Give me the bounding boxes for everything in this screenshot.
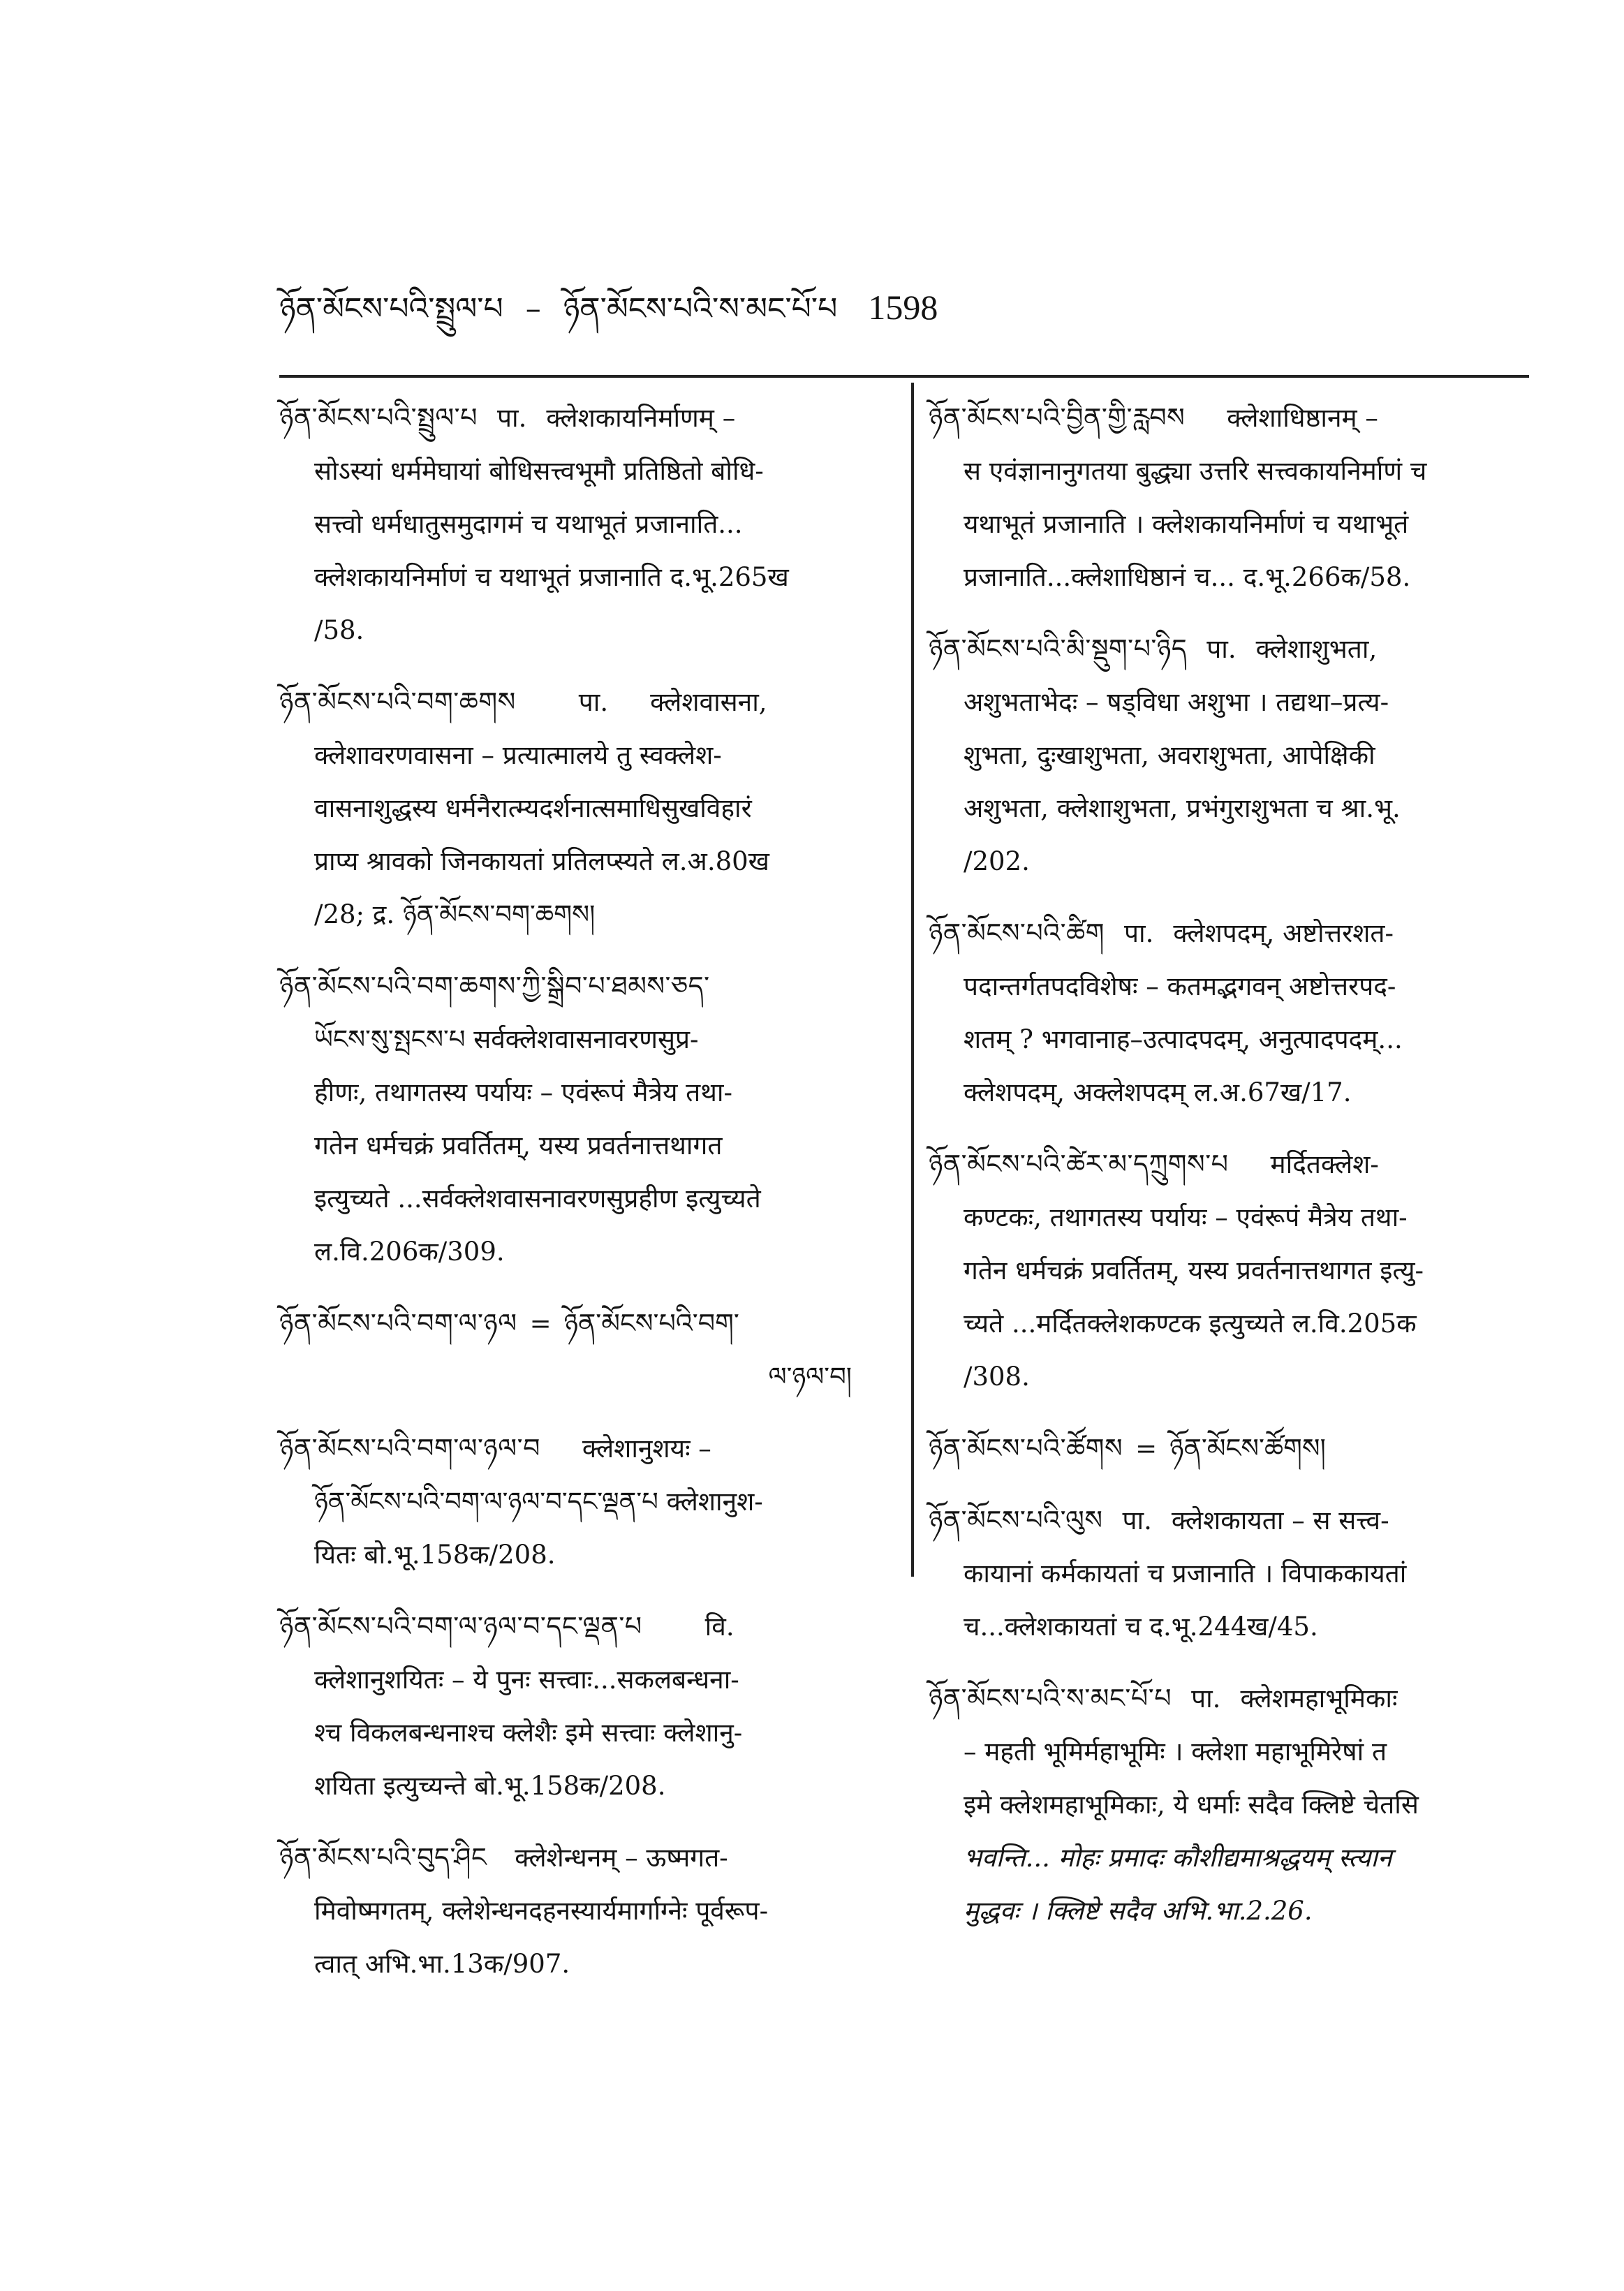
entry-line: क्लेशाधिष्ठानम् – bbox=[1227, 403, 1378, 433]
entry-line: मिवोष्मगतम्, क्लेशेन्धनदहनस्यार्यमार्गाग्नेः पूर्वरूप- bbox=[314, 1896, 769, 1926]
entry-line: क्लेशावरणवासना – प्रत्यात्मालये तु स्वक्लेश- bbox=[314, 740, 722, 770]
entry-line: प्राप्य श्रावको जिनकायतां प्रतिलप्स्यते ल.अ.80ख bbox=[314, 846, 769, 876]
entry-headword: ཉོན་མོངས་པའི་བག་ཆགས bbox=[279, 686, 516, 717]
dictionary-entry bbox=[929, 1422, 1529, 1475]
entry-headword: ཉོན་མོངས་པའི་བག་ལ་ཉལ་བ་དང་ལྡན་པ bbox=[279, 1611, 642, 1642]
entry-line: /308. bbox=[964, 1362, 1030, 1392]
dictionary-entry bbox=[279, 391, 894, 657]
entry-line: ལ་ཉལ་བ། bbox=[768, 1362, 852, 1392]
dictionary-entry bbox=[929, 1137, 1529, 1404]
running-head-dash: – bbox=[525, 291, 541, 327]
entry-line: क्लेशानुशयितः – ये पुनः सत्त्वाः...सकलबन्धना- bbox=[314, 1665, 739, 1695]
entry-line: च...क्लेशकायतां च द.भू.244ख/45. bbox=[964, 1612, 1318, 1642]
entry-line: गतेन धर्मचक्रं प्रवर्तितम्, यस्य प्रवर्तनात्तथागत bbox=[314, 1130, 723, 1161]
header-rule bbox=[279, 375, 1529, 378]
entry-line: /202. bbox=[964, 846, 1030, 876]
entry-line: अशुभताभेदः – षड्विधा अशुभा । तद्यथा–प्रत्य- bbox=[964, 687, 1389, 717]
entry-grammar-label: पा. bbox=[1122, 1505, 1152, 1535]
entry-headword: ཉོན་མོངས་པའི་ཚོགས bbox=[929, 1433, 1123, 1464]
entry-line: क्लेशेन्धनम् – ऊष्मगत- bbox=[515, 1843, 728, 1873]
dictionary-entry bbox=[279, 1831, 894, 1991]
running-head bbox=[279, 279, 1327, 335]
entry-line: इमे क्लेशमहाभूमिकाः, ये धर्माः सदैव क्लिष्टे चेतसि bbox=[964, 1790, 1419, 1820]
column-divider bbox=[911, 383, 914, 1577]
entry-line: अशुभता, क्लेशाशुभता, प्रभंगुराशुभता च श्रा.भू. bbox=[964, 793, 1401, 823]
entry-grammar-label: पा. bbox=[1191, 1684, 1221, 1714]
entry-line: यितः बो.भू.158क/208. bbox=[314, 1540, 556, 1570]
entry-headword: ཉོན་མོངས་པའི་ས་མང་པོ་པ bbox=[929, 1683, 1172, 1714]
dictionary-entry bbox=[279, 675, 894, 941]
entry-equals-sign: = bbox=[529, 1309, 552, 1339]
entry-line: ཡོངས་སུ་སྤངས་པ सर्वक्लेशवासनावरणसुप्र- bbox=[314, 1024, 699, 1054]
entry-line: इत्युच्यते ...सर्वक्लेशवासनावरणसुप्रहीण इत्युच्यते bbox=[314, 1184, 761, 1214]
entry-line: च्यते ...मर्दितक्लेशकण्टक इत्युच्यते ल.वि.205क bbox=[964, 1309, 1417, 1339]
entry-line: कण्टकः, तथागतस्य पर्यायः – एवंरूपं मैत्रेय तथा- bbox=[964, 1202, 1408, 1232]
entry-headword: ཉོན་མོངས་པའི་བག་ལ་ཉལ་བ bbox=[279, 1433, 540, 1464]
entry-line: शयिता इत्युच्यन्ते बो.भू.158क/208. bbox=[314, 1771, 666, 1801]
page-number: 1598 bbox=[868, 288, 938, 327]
entry-line: क्लेशकायनिर्माणम् – bbox=[546, 403, 736, 433]
dictionary-entry bbox=[929, 906, 1529, 1119]
dictionary-entry bbox=[929, 391, 1529, 604]
entry-line: भवन्ति... मोहः प्रमादः कौशीद्यमाश्रद्धयम् स्त्यान bbox=[964, 1843, 1392, 1873]
entry-line: ཉོན་མོངས་པའི་བག་ལ་ཉལ་བ་དང་ལྡན་པ क्लेशानुश- bbox=[314, 1487, 763, 1517]
entry-line: सत्त्वो धर्मधातुसमुदागमं च यथाभूतं प्रजानाति... bbox=[314, 509, 743, 539]
entry-line: क्लेशमहाभूमिकाः bbox=[1240, 1684, 1398, 1714]
entry-line: ཉོན་མོངས་པའི་བག་ bbox=[563, 1308, 739, 1339]
entry-line: क्लेशपदम्, अष्टोत्तरशत- bbox=[1173, 918, 1394, 948]
entry-grammar-label: पा. bbox=[578, 687, 609, 717]
entry-line: ल.वि.206क/309. bbox=[314, 1237, 505, 1267]
entry-equals-sign: = bbox=[1135, 1434, 1158, 1464]
entry-line: कायानां कर्मकायतां च प्रजानाति । विपाककायतां bbox=[964, 1559, 1407, 1589]
entry-line: वासनाशुद्धस्य धर्मनैरात्म्यदर्शनात्समाधिसुखविहारं bbox=[314, 793, 752, 823]
entry-line: शुभता, दुःखाशुभता, अवराशुभता, आपेक्षिकी bbox=[964, 740, 1375, 770]
entry-headword: ཉོན་མོངས་པའི་ལུས bbox=[929, 1505, 1103, 1535]
dictionary-entry bbox=[279, 959, 894, 1279]
entry-line: स एवंज्ञानानुगतया बुद्ध्या उत्तरि सत्त्वकायनिर्माणं च bbox=[964, 456, 1427, 486]
dictionary-entry bbox=[279, 1422, 894, 1582]
entry-grammar-label: पा. bbox=[496, 403, 527, 433]
entry-grammar-label: वि. bbox=[704, 1612, 735, 1642]
dictionary-entry bbox=[929, 1672, 1529, 1938]
entry-headword: ཉོན་མོངས་པའི་མི་སྡུག་པ་ཉིད bbox=[929, 633, 1188, 664]
entry-line: ཉོན་མོངས་ཚོགས། bbox=[1169, 1433, 1326, 1464]
left-column bbox=[279, 391, 894, 1979]
entry-headword: ཉོན་མོངས་པའི་སྤྲུལ་པ bbox=[279, 402, 478, 433]
entry-headword: ཉོན་མོངས་པའི་ཚིག bbox=[929, 918, 1105, 948]
entry-grammar-label: पा. bbox=[1206, 634, 1237, 664]
dictionary-entry bbox=[279, 1600, 894, 1813]
entry-line: /28; द्र. ཉོན་མོངས་བག་ཆགས། bbox=[314, 899, 596, 929]
entry-line: – महती भूमिर्महाभूमिः । क्लेशा महाभूमिरेषां त bbox=[964, 1737, 1387, 1767]
dictionary-entry bbox=[279, 1297, 894, 1404]
entry-line: क्लेशानुशयः – bbox=[582, 1434, 711, 1464]
entry-headword: ཉོན་མོངས་པའི་བྱིན་གྱི་རླབས bbox=[929, 402, 1186, 433]
dictionary-entry bbox=[929, 622, 1529, 888]
dictionary-entry bbox=[929, 1494, 1529, 1653]
entry-line: प्रजानाति...क्लेशाधिष्ठानं च... द.भू.266क/58. bbox=[964, 562, 1411, 592]
entry-line: गतेन धर्मचक्रं प्रवर्तितम्, यस्य प्रवर्तनात्तथागत इत्यु- bbox=[964, 1255, 1424, 1286]
entry-grammar-label: पा. bbox=[1123, 918, 1154, 948]
entry-line: त्वात् अभि.भा.13क/907. bbox=[314, 1949, 570, 1979]
entry-headword: ཉོན་མོངས་པའི་བག་ལ་ཉལ bbox=[279, 1308, 517, 1339]
entry-line: श्च विकलबन्धनाश्च क्लेशैः इमे सत्त्वाः क्लेशानु- bbox=[314, 1718, 743, 1748]
entry-line: मर्दितक्लेश- bbox=[1270, 1149, 1379, 1179]
entry-line: /58. bbox=[314, 615, 364, 645]
entry-headword: ཉོན་མོངས་པའི་བག་ཆགས་ཀྱི་སྒྲིབ་པ་ཐམས་ཅད་ bbox=[279, 971, 710, 1001]
running-head-right-guide: ཉོན་མོངས་པའི་ས་མང་པོ་པ bbox=[563, 291, 838, 327]
entry-headword: ཉོན་མོངས་པའི་ཚེར་མ་དཀྲུགས་པ bbox=[929, 1149, 1229, 1179]
entry-headword: ཉོན་མོངས་པའི་བུད་ཤིང bbox=[279, 1842, 487, 1873]
entry-line: क्लेशाशुभता, bbox=[1255, 634, 1378, 664]
entry-line: क्लेशवासना, bbox=[650, 687, 767, 717]
running-head-left-guide: ཉོན་མོངས་པའི་སྤྲུལ་པ bbox=[279, 291, 503, 327]
entry-line: शतम् ? भगवानाह–उत्पादपदम्, अनुत्पादपदम्... bbox=[964, 1024, 1403, 1054]
entry-line: मुद्धवः । क्लिष्टे सदैव अभि.भा.2.26. bbox=[964, 1896, 1313, 1926]
entry-line: सोऽस्यां धर्ममेघायां बोधिसत्त्वभूमौ प्रतिष्ठितो बोधि- bbox=[314, 456, 764, 486]
entry-line: क्लेशकायता – स सत्त्व- bbox=[1171, 1505, 1389, 1535]
right-column bbox=[929, 391, 1529, 1926]
entry-line: पदान्तर्गतपदविशेषः – कतमद्भगवन् अष्टोत्तरपद- bbox=[964, 971, 1396, 1001]
entry-line: हीणः, तथागतस्य पर्यायः – एवंरूपं मैत्रेय तथा- bbox=[314, 1077, 732, 1107]
entry-line: क्लेशपदम्, अक्लेशपदम् ल.अ.67ख/17. bbox=[964, 1077, 1352, 1107]
entry-line: यथाभूतं प्रजानाति । क्लेशकायनिर्माणं च यथाभूतं bbox=[964, 509, 1409, 539]
entry-line: क्लेशकायनिर्माणं च यथाभूतं प्रजानाति द.भू.265ख bbox=[314, 562, 789, 592]
